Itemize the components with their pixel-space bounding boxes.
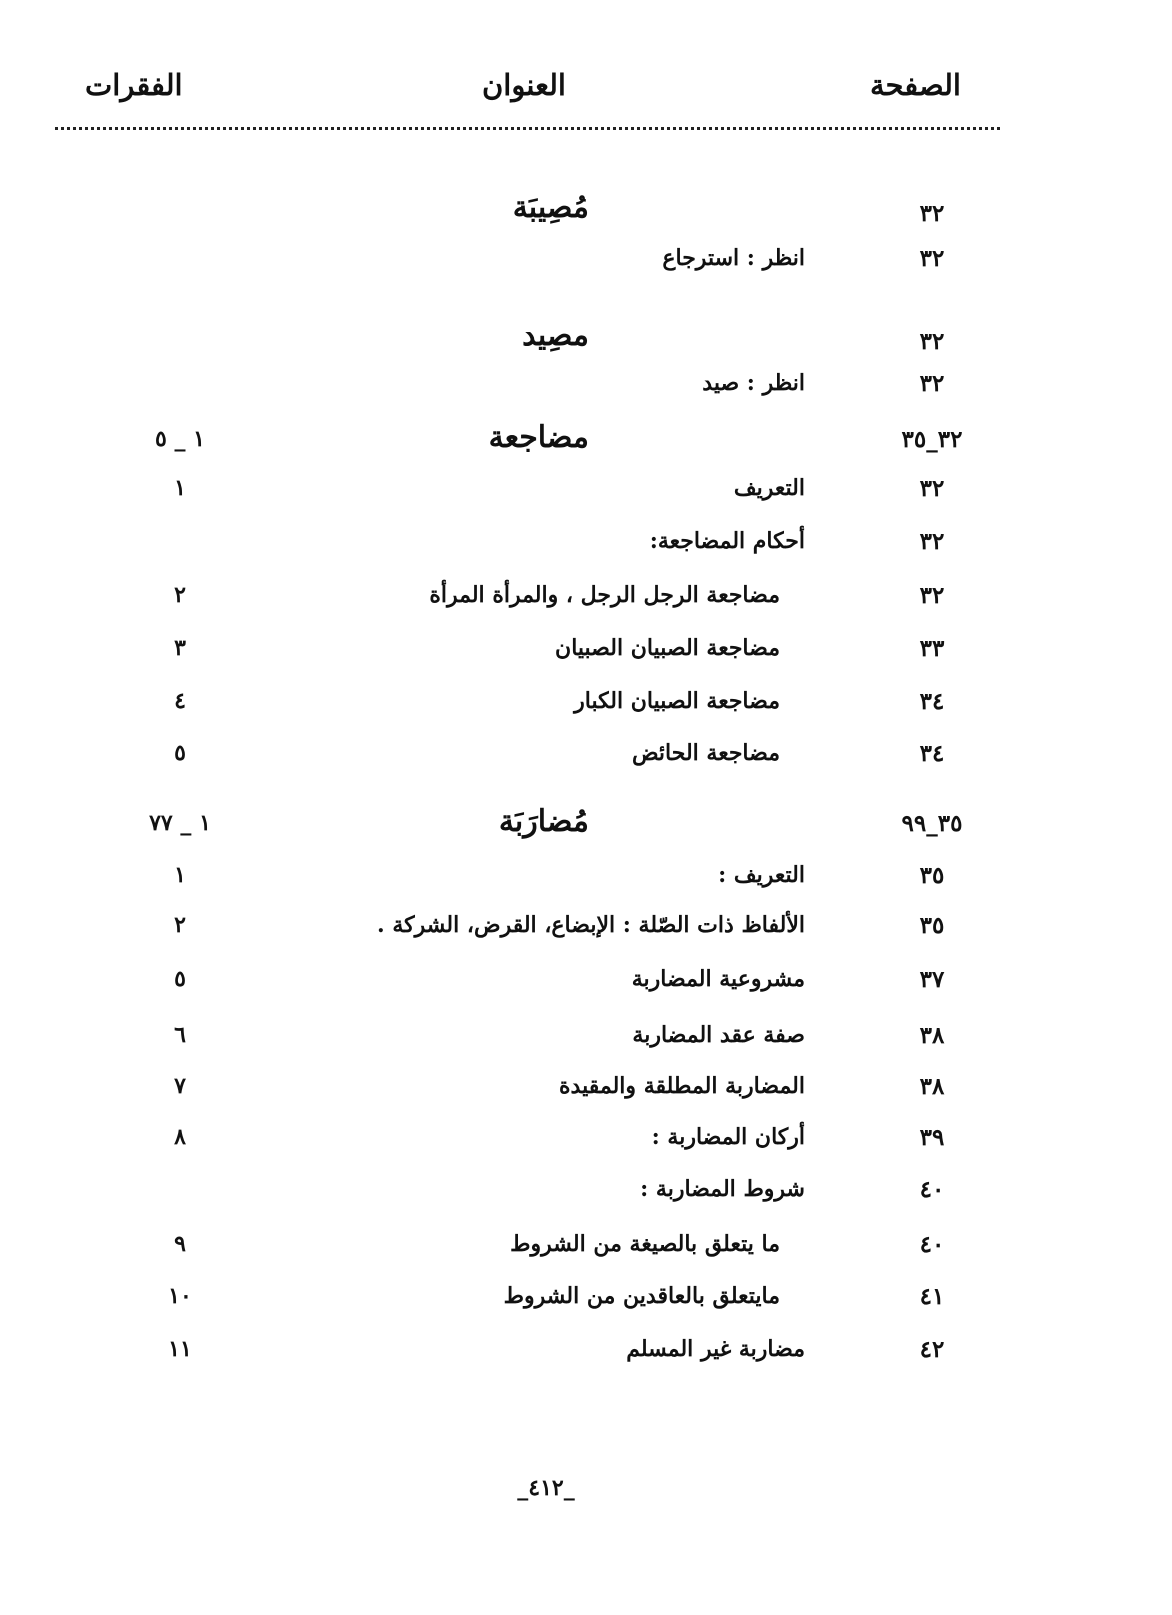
index-entry — [0, 688, 1172, 728]
entry-page: ٣٢ — [919, 200, 945, 227]
index-entry — [0, 1022, 1172, 1062]
entry-paragraphs: ١ — [174, 862, 186, 888]
entry-title: أركان المضاربة : — [651, 1124, 805, 1150]
entry-title: الألفاظ ذات الصّلة : الإبضاع، القرض، الشركة . — [377, 912, 805, 938]
index-entry — [0, 1336, 1172, 1376]
entry-page: ٣٥ — [919, 912, 945, 939]
entry-paragraphs: ٥ — [174, 740, 186, 766]
index-entry — [0, 1176, 1172, 1216]
index-entry — [0, 1283, 1172, 1323]
entry-paragraphs: ٦ — [174, 1022, 186, 1048]
entry-paragraphs: ١ _ ٧٧ — [149, 810, 211, 836]
entry-paragraphs: ٧ — [174, 1073, 186, 1099]
entry-title: مضاجعة — [488, 420, 589, 455]
index-entry — [0, 475, 1172, 515]
index-entry — [0, 912, 1172, 952]
entry-page: ٣٧ — [919, 966, 945, 993]
entry-page: ٣٢ — [919, 245, 945, 272]
entry-paragraphs: ٥ — [174, 966, 186, 992]
entry-page: ٣٤ — [919, 740, 945, 767]
column-header-page: الصفحة — [870, 68, 961, 102]
index-entry — [0, 582, 1172, 622]
index-entry — [0, 635, 1172, 675]
index-entry — [0, 966, 1172, 1006]
entry-page: ٣٨ — [919, 1022, 945, 1049]
entry-title: شروط المضاربة : — [640, 1176, 805, 1202]
entry-paragraphs: ٤ — [174, 688, 186, 714]
entry-page: ٣٢ — [919, 475, 945, 502]
entry-title: مضاجعة الصبيان الكبار — [574, 688, 780, 714]
index-entry-heading — [0, 190, 1172, 230]
entry-paragraphs: ١٠ — [168, 1283, 192, 1309]
entry-paragraphs: ٢ — [174, 912, 186, 938]
index-entry — [0, 740, 1172, 780]
entry-title: مضاجعة الصبيان الصبيان — [555, 635, 780, 661]
index-entry — [0, 245, 1172, 285]
entry-page: ٣٢ — [919, 328, 945, 355]
entry-page: ٤٠ — [919, 1231, 945, 1258]
entry-page: ٣٢_٣٥ — [901, 426, 963, 453]
entry-paragraphs: ١ _ ٥ — [155, 426, 205, 452]
entry-title: مشروعية المضاربة — [631, 966, 805, 992]
entry-page: ٣٢ — [919, 528, 945, 555]
index-entry-heading — [0, 420, 1172, 460]
entry-title: مضاجعة الحائض — [631, 740, 780, 766]
column-header-paragraphs: الفقرات — [85, 68, 183, 102]
entry-title: مُصِيبَة — [512, 190, 589, 225]
column-header-title: العنوان — [482, 68, 566, 102]
index-entry-heading — [0, 318, 1172, 358]
page-number: _٤١٢_ — [517, 1475, 575, 1501]
entry-title: انظر : صيد — [702, 370, 805, 396]
entry-page: ٤١ — [919, 1283, 945, 1310]
entry-page: ٣٥_٩٩ — [901, 810, 963, 837]
entry-page: ٣٥ — [919, 862, 945, 889]
entry-page: ٣٢ — [919, 582, 945, 609]
entry-title: مايتعلق بالعاقدين من الشروط — [503, 1283, 780, 1309]
entry-title: المضاربة المطلقة والمقيدة — [559, 1073, 805, 1099]
entry-title: التعريف : — [718, 862, 805, 888]
index-entry — [0, 1231, 1172, 1271]
entry-page: ٣٣ — [919, 635, 945, 662]
entry-page: ٣٢ — [919, 370, 945, 397]
entry-title: مصِيد — [522, 318, 589, 353]
header-divider — [55, 127, 1000, 130]
index-entry — [0, 862, 1172, 902]
entry-page: ٤٠ — [919, 1176, 945, 1203]
entry-page: ٣٩ — [919, 1124, 945, 1151]
index-entry — [0, 1124, 1172, 1164]
entry-title: أحكام المضاجعة: — [649, 528, 805, 554]
entry-title: مُضارَبَة — [498, 804, 589, 839]
index-entry — [0, 1073, 1172, 1113]
entry-paragraphs: ٣ — [174, 635, 186, 661]
entry-page: ٣٨ — [919, 1073, 945, 1100]
entry-page: ٣٤ — [919, 688, 945, 715]
entry-page: ٤٢ — [919, 1336, 945, 1363]
entry-title: مضاربة غير المسلم — [626, 1336, 805, 1362]
index-entry — [0, 528, 1172, 568]
entry-title: ما يتعلق بالصيغة من الشروط — [510, 1231, 780, 1257]
entry-title: التعريف — [733, 475, 805, 501]
entry-paragraphs: ٩ — [174, 1231, 186, 1257]
entry-title: انظر : استرجاع — [662, 245, 805, 271]
index-entry-heading — [0, 804, 1172, 844]
entry-title: صفة عقد المضاربة — [632, 1022, 805, 1048]
entry-paragraphs: ١١ — [168, 1336, 192, 1362]
index-entry — [0, 370, 1172, 410]
entry-title: مضاجعة الرجل الرجل ، والمرأة المرأة — [429, 582, 780, 608]
entry-paragraphs: ١ — [174, 475, 186, 501]
entry-paragraphs: ٢ — [174, 582, 186, 608]
entry-paragraphs: ٨ — [174, 1124, 186, 1150]
